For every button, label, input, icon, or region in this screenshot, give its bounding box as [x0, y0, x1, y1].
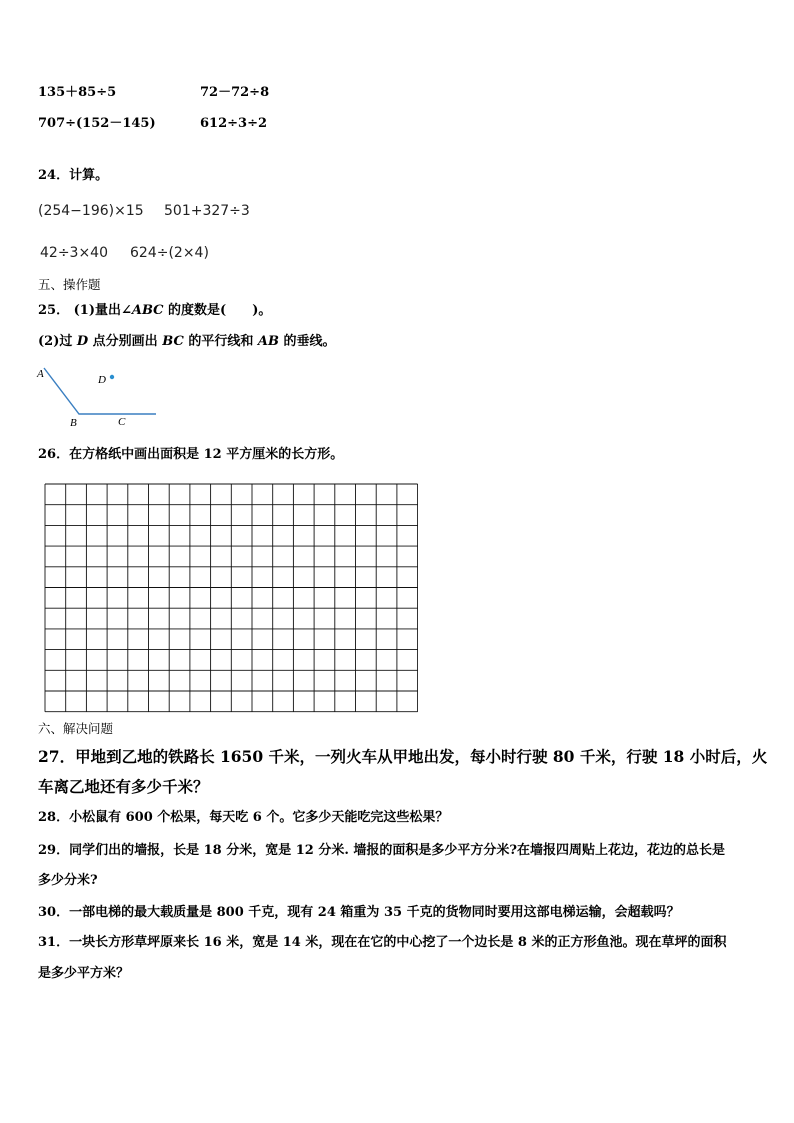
- q29-line-2: 多少分米?: [38, 873, 98, 888]
- q23-expr-1: 135＋85÷5: [38, 85, 117, 100]
- q27-line-2: 车离乙地还有多少千米？: [38, 777, 209, 796]
- section-5-title: 五、操作题: [38, 277, 101, 292]
- q31-line-1: 31．一块长方形草坪原来长 16 米，宽是 14 米，现在在它的中心挖了一个边长是 8 米的正方形鱼池。现在草坪的面积: [38, 935, 727, 950]
- q28-text: 28．小松鼠有 600 个松果，每天吃 6 个。它多少天能吃完这些松果？: [38, 810, 449, 825]
- section-6-title: 六、解决问题: [38, 721, 114, 736]
- q25-part1: 25． (1)量出∠ABC 的度数是( )。: [38, 303, 272, 318]
- q26-title: 26．在方格纸中画出面积是 12 平方厘米的长方形。: [38, 447, 344, 462]
- angle-abc-figure: [34, 362, 164, 430]
- q23-expr-3: 707÷(152－145): [38, 116, 156, 131]
- q23-expr-4: 612÷3÷2: [200, 116, 268, 131]
- q24-expr-3: 42÷3×40: [40, 245, 108, 261]
- q27-line-1: 27．甲地到乙地的铁路长 1650 千米，一列火车从甲地出发，每小时行驶 80 千米，行驶 18 小时后，火: [38, 747, 768, 766]
- q29-line-1: 29．同学们出的墙报，长是 18 分米，宽是 12 分米. 墙报的面积是多少平方分米?在墙报四周贴上花边，花边的总长是: [38, 843, 726, 858]
- q25-part2: (2)过 D 点分别画出 BC 的平行线和 AB 的垂线。: [38, 334, 336, 349]
- point-d: [110, 375, 114, 379]
- q24-expr-1: (254−196)×15: [38, 203, 144, 219]
- label-d: D: [98, 374, 106, 386]
- q24-expr-4: 624÷(2×4): [130, 245, 209, 261]
- label-c: C: [118, 416, 126, 428]
- square-grid-paper: [44, 483, 418, 713]
- q23-expr-2: 72－72÷8: [200, 85, 270, 100]
- q24-title: 24．计算。: [38, 168, 109, 183]
- q30-text: 30．一部电梯的最大载质量是 800 千克，现有 24 箱重为 35 千克的货物同时要用这部电梯运输，会超载吗？: [38, 905, 680, 920]
- q31-line-2: 是多少平方米？: [38, 966, 130, 981]
- label-a: A: [37, 368, 44, 380]
- label-b: B: [70, 417, 77, 429]
- q24-expr-2: 501+327÷3: [164, 203, 250, 219]
